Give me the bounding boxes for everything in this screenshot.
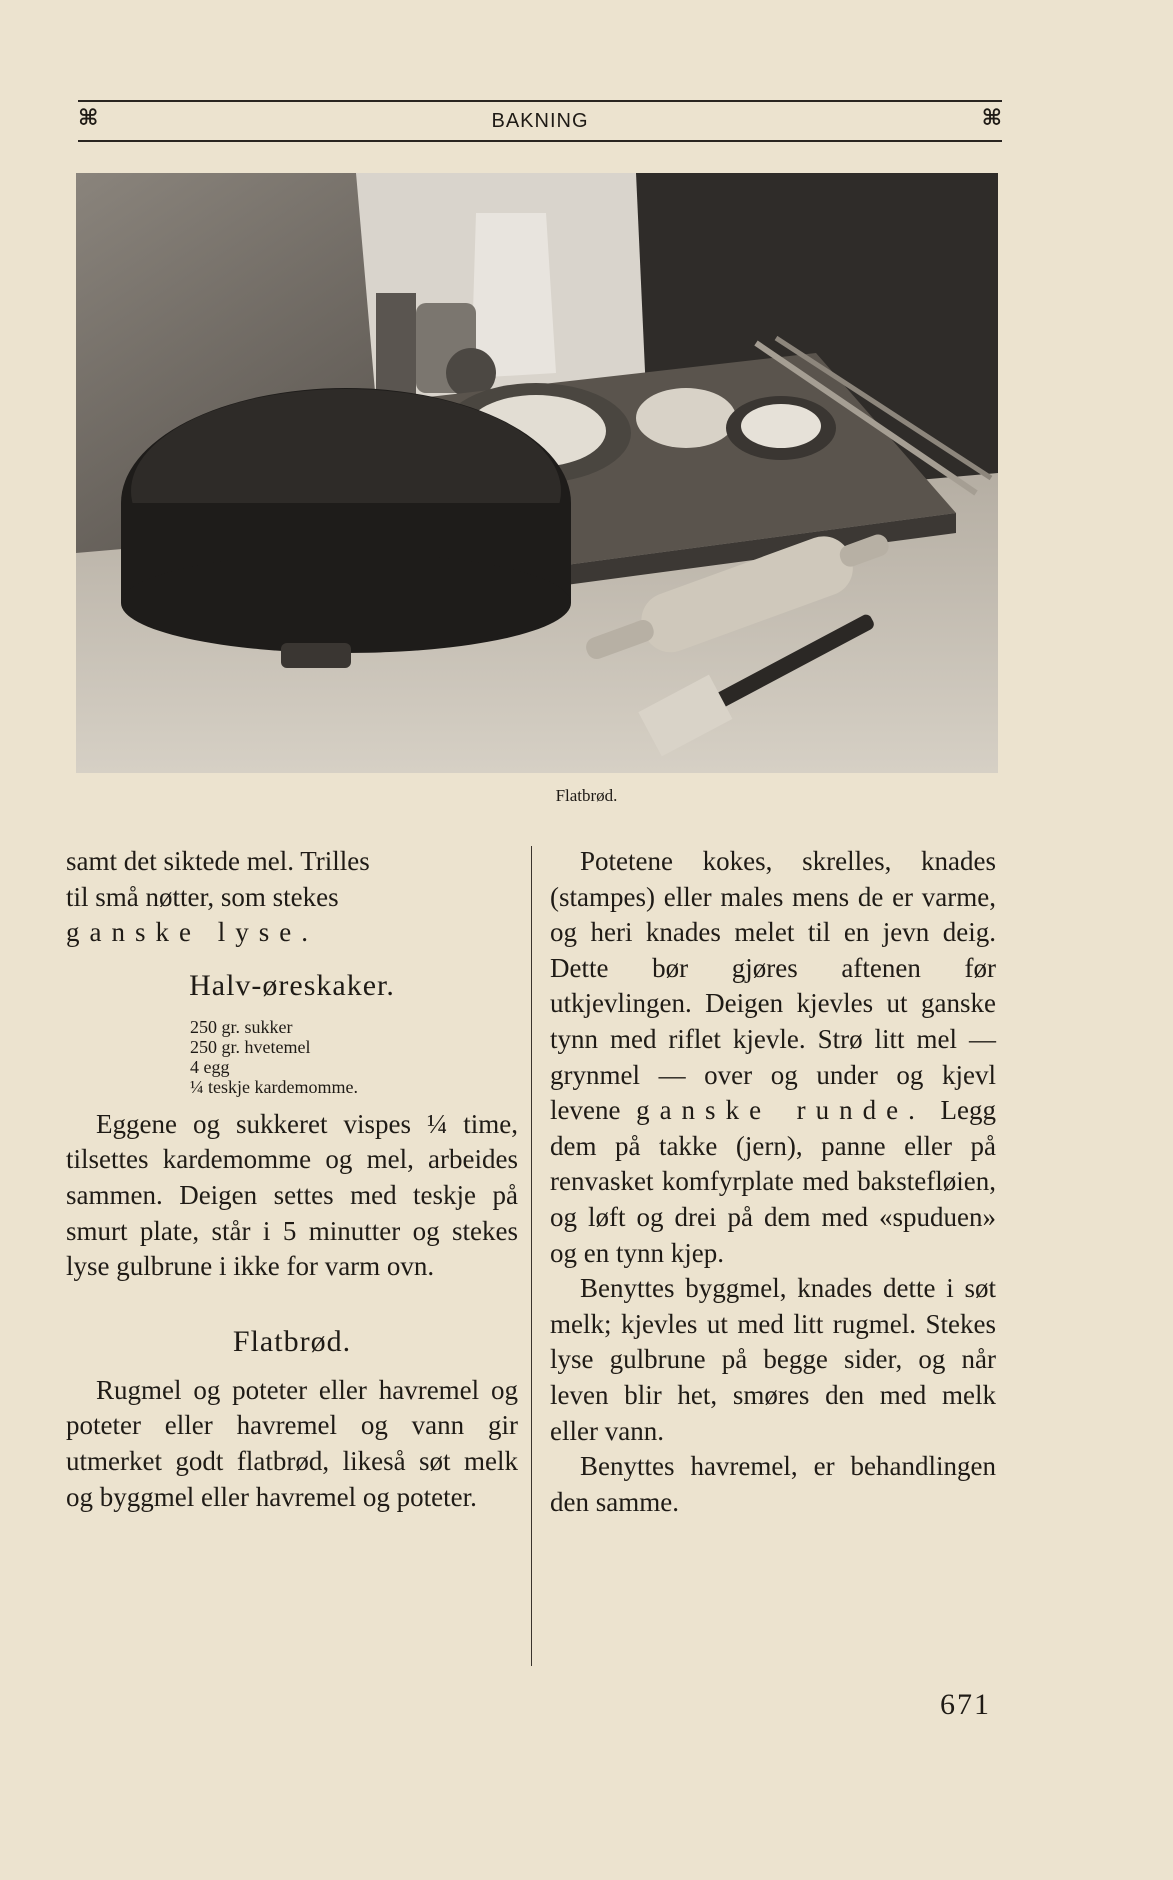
photo-illustration [76,173,998,773]
ingredient-item: ¼ teskje kardemomme. [190,1076,358,1097]
recipe-paragraph: Benyttes byggmel, knades dette i søt melk; kjevles ut med litt rugmel. Stekes lyse gulbrune på begge sider, og når leven blir het, smøres den med melk eller vann. [550,1273,996,1446]
section-title: BAKNING [491,110,589,132]
ornament-right-icon: ⌘ [981,106,1002,131]
column-divider [531,846,532,1666]
ingredient-item: 250 gr. hvetemel [190,1036,311,1057]
page-number: 671 [940,1688,991,1721]
ornament-left-icon: ⌘ [78,106,99,131]
left-column [66,844,518,1515]
running-header [78,100,1002,142]
text-run: Potetene kokes, skrelles, knades (stampes) eller males mens de er varme, og heri knades melet til en jevn deig. Dette bør gjøres aftenen før utkjevlingen. Deigen kjevles ut ganske tynn med riflet kjevle. Strø litt mel — grynmel — over og under og kjevl levene [550,846,996,1126]
photo-flatbread-baking [76,173,998,773]
photo-caption: Flatbrød. [555,786,618,805]
right-column [550,844,996,1520]
intro-line-3: ganske lyse. [66,917,318,948]
intro-line-1: samt det siktede mel. Trilles [66,846,370,876]
intro-line-2: til små nøtter, som stekes [66,881,339,912]
ingredient-item: 250 gr. sukker [190,1016,293,1037]
recipe-paragraph [550,844,996,1271]
text-run-spaced: ganske runde. [636,1095,925,1126]
recipe-paragraph: Rugmel og poteter eller havremel og poteter eller havremel og vann gir utmerket godt flatbrød, likeså søt melk og byggmel eller havremel og poteter. [66,1374,518,1512]
ingredient-list [190,1017,518,1097]
recipe-paragraph: Eggene og sukkeret vispes ¼ time, tilsettes kardemomme og mel, arbeides sammen. Deigen settes med teskje på smurt plate, står i 5 minutter og stekes lyse gulbrune i ikke for varm ovn. [66,1108,518,1282]
recipe-paragraph: Benyttes havremel, er behandlingen den samme. [550,1451,996,1517]
recipe-heading-halv-oreskaker: Halv-øreskaker. [189,968,395,1002]
ingredient-item: 4 egg [190,1056,230,1077]
recipe-heading-flatbrod: Flatbrød. [232,1324,352,1358]
text-run: Legg dem på takke (jern), panne eller på renvasket komfyrplate med bakstefløien, og løft og drei på dem med «spuduen» og en tynn kjep. [550,1095,997,1268]
